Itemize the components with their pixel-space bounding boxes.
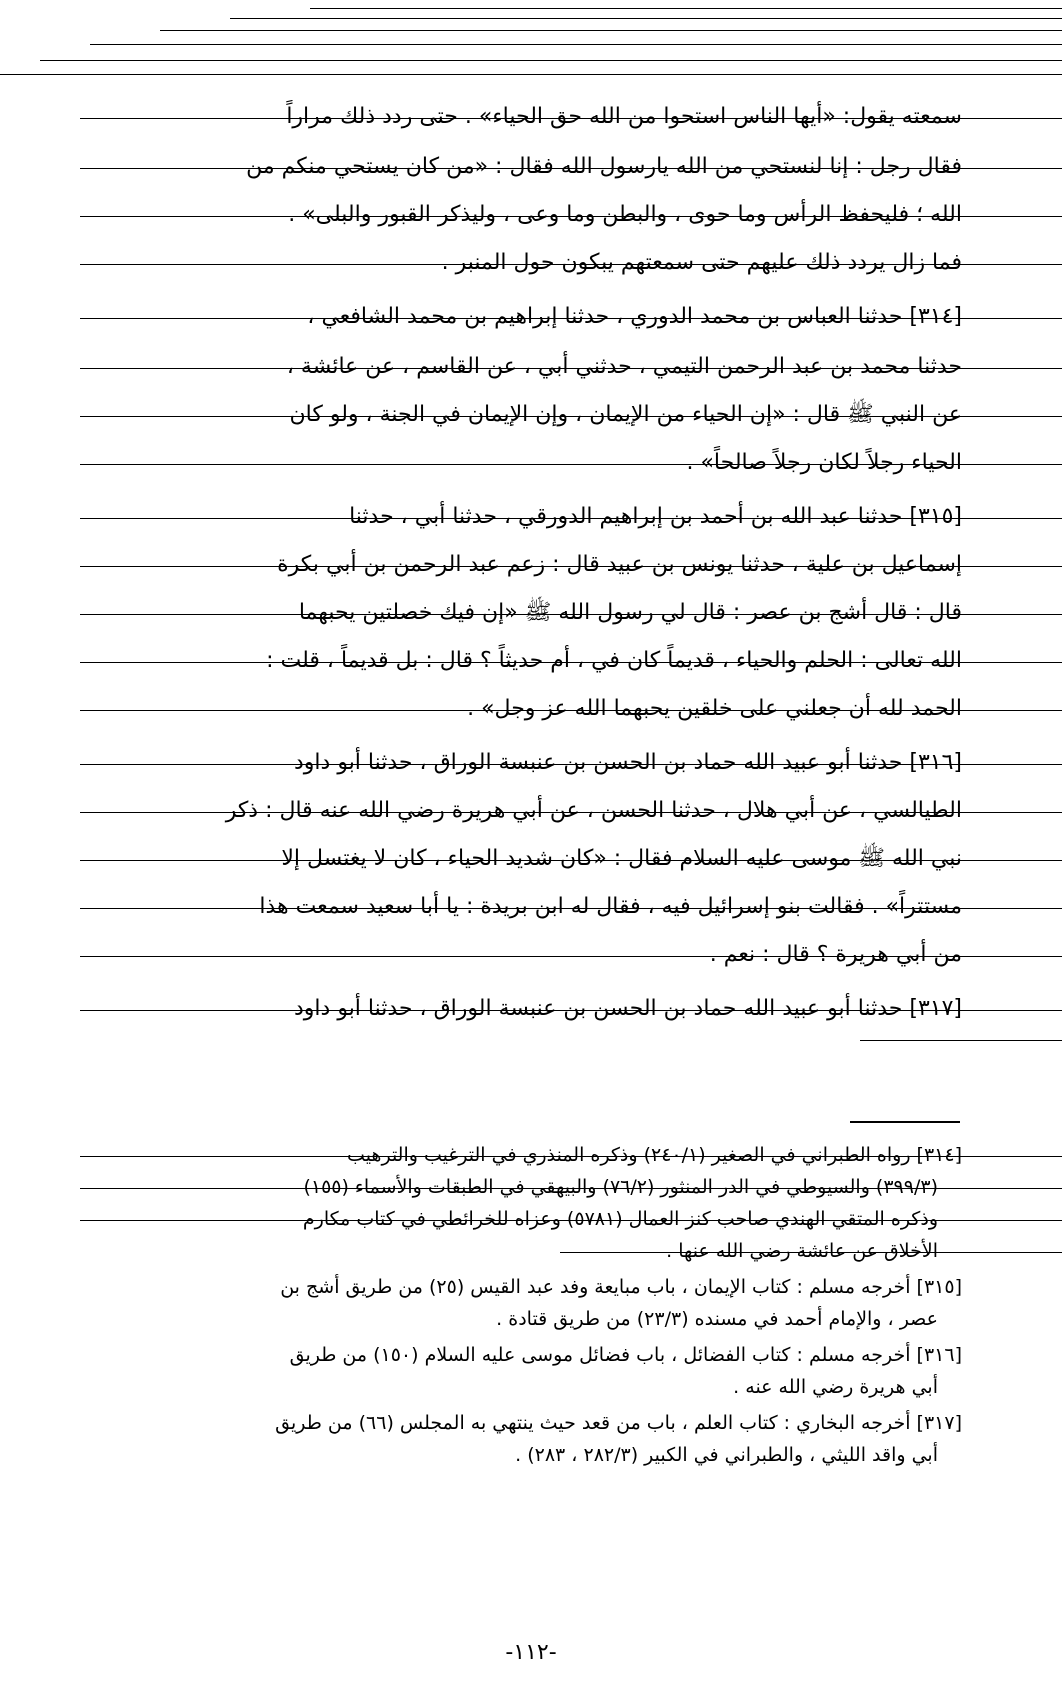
text-line: إسماعيل بن علية ، حدثنا يونس بن عبيد قال : زعم عبد الرحمن بن أبي بكرة	[277, 552, 962, 577]
footnote-line: [٣١٤] رواه الطبراني في الصغير (٢٤٠/١) وذكره المنذري في الترغيب والترهيب	[347, 1144, 962, 1166]
footnote-line: عصر ، والإمام أحمد في مسنده (٢٣/٣) من طريق قتادة .	[496, 1308, 938, 1330]
scan-line	[90, 44, 1062, 45]
footnote-line: (٣٩٩/٣) والسيوطي في الدر المنثور (٧٦/٢) والبيهقي في الطبقات والأسماء (١٥٥)	[303, 1176, 938, 1198]
text-line: [٣١٤] حدثنا العباس بن محمد الدوري ، حدثنا إبراهيم بن محمد الشافعي ،	[307, 304, 962, 329]
footnote-separator	[850, 1121, 960, 1123]
scan-line	[860, 1040, 1062, 1041]
text-line: قال : قال أشج بن عصر : قال لي رسول الله ﷺ «إن فيك خصلتين يحبهما	[298, 600, 962, 625]
text-line: [٣١٧] حدثنا أبو عبيد الله حماد بن الحسن بن عنبسة الوراق ، حدثنا أبو داود	[294, 996, 962, 1021]
footnote-line: [٣١٧] أخرجه البخاري : كتاب العلم ، باب من قعد حيث ينتهي به المجلس (٦٦) من طريق	[275, 1412, 962, 1434]
scan-line	[40, 60, 1062, 61]
text-line: الله تعالى : الحلم والحياء ، قديماً كان في ، أم حديثاً ؟ قال : بل قديماً ، قلت :	[266, 648, 962, 673]
text-line: مستتراً» . فقالت بنو إسرائيل فيه ، فقال له ابن بريدة : يا أبا سعيد سمعت هذا	[259, 894, 962, 919]
text-line: الطيالسي ، عن أبي هلال ، حدثنا الحسن ، عن أبي هريرة رضي الله عنه قال : ذكر	[225, 798, 962, 823]
text-line: نبي الله ﷺ موسى عليه السلام فقال : «كان شديد الحياء ، كان لا يغتسل إلا	[281, 846, 962, 871]
footnote-line: [٣١٦] أخرجه مسلم : كتاب الفضائل ، باب فضائل موسى عليه السلام (١٥٠) من طريق	[289, 1344, 962, 1366]
text-line: حدثنا محمد بن عبد الرحمن التيمي ، حدثني أبي ، عن القاسم ، عن عائشة ،	[286, 354, 962, 379]
scan-line	[0, 74, 1062, 75]
text-line: عن النبي ﷺ قال : «إن الحياء من الإيمان ، وإن الإيمان في الجنة ، ولو كان	[289, 402, 962, 427]
scan-line	[160, 30, 1062, 31]
text-line: الحياء رجلاً لكان رجلاً صالحاً» .	[686, 450, 962, 475]
text-line: سمعته يقول: «أيها الناس استحوا من الله حق الحياء» . حتى ردد ذلك مراراً	[286, 104, 962, 129]
footnote-line: وذكره المتقي الهندي صاحب كنز العمال (٥٧٨١) وعزاه للخرائطي في كتاب مكارم	[302, 1208, 938, 1230]
scan-line	[230, 18, 1062, 19]
text-line: الحمد لله أن جعلني على خلقين يحبهما الله عز وجل» .	[467, 696, 962, 721]
scan-line	[310, 8, 1062, 9]
footnote-line: أبي واقد الليثي ، والطبراني في الكبير (٢٨٢/٣ ، ٢٨٣) .	[515, 1444, 938, 1466]
text-line: [٣١٦] حدثنا أبو عبيد الله حماد بن الحسن بن عنبسة الوراق ، حدثنا أبو داود	[294, 750, 962, 775]
text-line: فما زال يردد ذلك عليهم حتى سمعتهم يبكون حول المنبر .	[441, 250, 962, 275]
text-line: [٣١٥] حدثنا عبد الله بن أحمد بن إبراهيم الدورقي ، حدثنا أبي ، حدثنا	[349, 504, 962, 529]
footnote-line: [٣١٥] أخرجه مسلم : كتاب الإيمان ، باب مبايعة وفد عبد القيس (٢٥) من طريق أشج بن	[280, 1276, 962, 1298]
text-line: من أبي هريرة ؟ قال : نعم .	[709, 942, 962, 967]
page-number: -١١٢-	[505, 1640, 557, 1665]
footnote-line: أبي هريرة رضي الله عنه .	[733, 1376, 938, 1398]
text-line: الله ؛ فليحفظ الرأس وما حوى ، والبطن وما وعى ، وليذكر القبور والبلى» .	[288, 202, 962, 227]
footnote-line: الأخلاق عن عائشة رضي الله عنها .	[666, 1240, 938, 1262]
text-line: فقال رجل : إنا لنستحي من الله يارسول الله فقال : «من كان يستحي منكم من	[246, 154, 962, 179]
